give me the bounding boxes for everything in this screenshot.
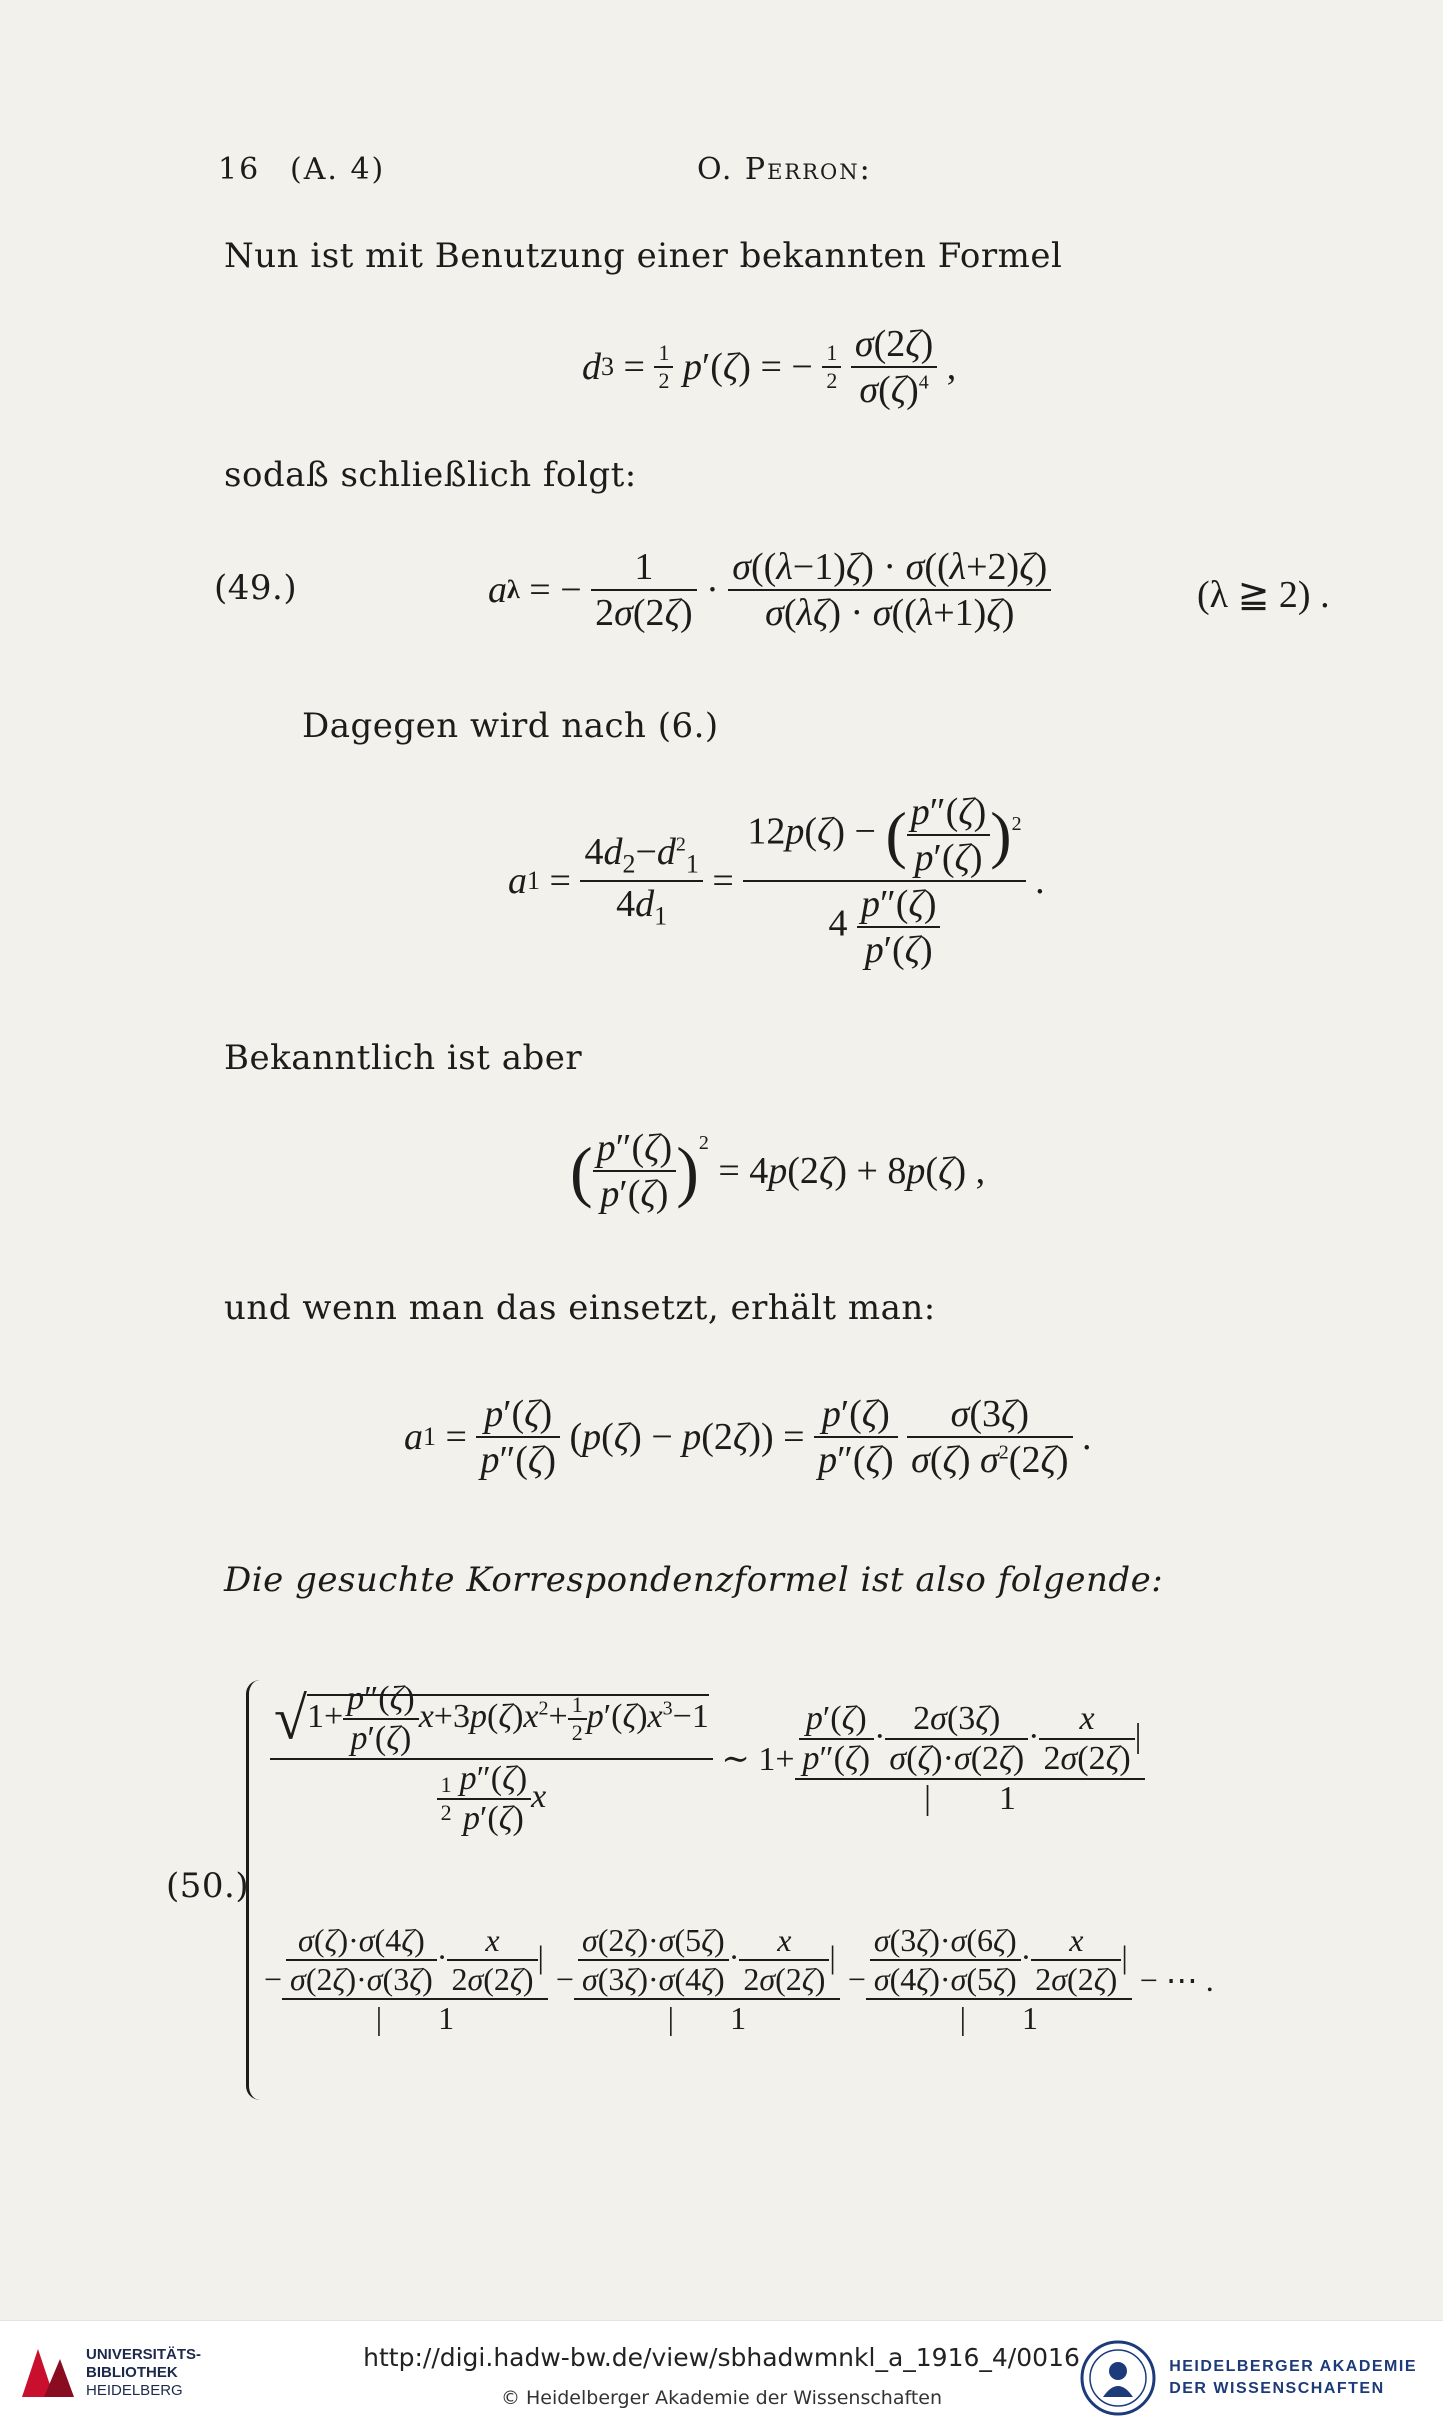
footer-bar xyxy=(0,2320,1443,2432)
paragraph-2: sodaß schließlich folgt: xyxy=(224,455,637,495)
equation-50-line-2: − $\frac{\sigma(\zeta)\cdot\sigma(4\zeta)}{\sigma(2\zeta)\cdot\sigma(3\zeta)}$ · $\frac{x}{2\sigma(2\zeta)}$ | | 1 − $\frac{\sigma(2\zeta)\cdot\sigma(5\zeta)}{\sigma(3\zeta)\cdot\sigma(4\zeta)}$ · $\frac{x}{2\sigma(2\zeta)}$ | | 1 − $\frac{\sigma(3\zeta)\cdot\sigma(6\zeta)}{\sigma(4\zeta)\cdot\sigma(5\zeta)}$ · $\frac{x}{2\sigma(2\zeta)}$ | | 1 − ⋯ . xyxy=(264,1922,1214,2036)
academy-logo-line-2: DER WISSENSCHAFTEN xyxy=(1169,2380,1385,2397)
academy-logo xyxy=(1079,2339,1417,2417)
equation-a1-first: a 1 = $\frac{4d_2-d^2_1}{4d_1}$ = 12p(ζ) − ( $\frac{p''(\zeta)}{p'(\zeta)}$ )$^2$ 4 $\frac{p''(\zeta)}{p'(\zeta)}$ . xyxy=(508,791,1045,971)
equation-a1-second: a 1 = $\frac{p'(\zeta)}{p''(\zeta)}$ ( p ( ζ ) − p (2 ζ )) = $\frac{p'(\zeta)}{p''(\zeta)}$ $\frac{\sigma(3\zeta)}{\sigma(\zeta) \sigma^2(2\zeta)}$ . xyxy=(404,1393,1092,1481)
equation-50-label: (50.) xyxy=(166,1866,250,1906)
equation-50-line-1: √1+ $\frac{p''(\zeta)}{p'(\zeta)}$ $x+3p(\zeta)x^2+$ $\frac{1}{2}$ $p'(\zeta)x^3-1$ $\frac{1}{2}$ $\frac{p''(\zeta)}{p'(\zeta)}$ x ∼ 1+ $\frac{p'(\zeta)}{p''(\zeta)}$ · $\frac{2\sigma(3\zeta)}{\sigma(\zeta)\cdot\sigma(2\zeta)}$ · $\frac{x}{2\sigma(2\zeta)}$ | | 1 xyxy=(270,1680,1145,1838)
paragraph-3: Dagegen wird nach (6.) xyxy=(302,706,719,746)
library-logo-line-1: UNIVERSITÄTS- xyxy=(86,2346,202,2363)
equation-49-label: (49.) xyxy=(214,568,298,608)
equation-49: a λ = − $\frac{1}{2\sigma(2\zeta)}$ · $\frac{\sigma((\lambda-1)\zeta) \cdot \sigma((\lambda+2)\zeta)}{\sigma(\lambda\zeta) \cdot \sigma((\lambda+1)\zeta)}$ xyxy=(488,545,1051,635)
library-logo-line-3: HEIDELBERG xyxy=(86,2382,183,2399)
copyright-notice: © Heidelberger Akademie der Wissenschaften xyxy=(500,2387,943,2409)
running-author: O. Perron: xyxy=(697,152,872,187)
permalink-url[interactable]: http://digi.hadw-bw.de/view/sbhadwmnkl_a_1916_4/0016 xyxy=(363,2343,1080,2372)
equation-49-condition: (λ ≧ 2) . xyxy=(1197,574,1330,616)
library-logo-line-2: BIBLIOTHEK xyxy=(86,2364,178,2381)
page-number: 16 xyxy=(218,152,261,187)
equation-50-brace xyxy=(246,1680,263,2100)
equation-d3: d 3 = $\frac{1}{2}$ p ′( ζ ) = − $\frac{1}{2}$ $\frac{\sigma(2\zeta)}{\sigma(\zeta)^4}$ , xyxy=(582,323,957,411)
paragraph-6: Die gesuchte Korrespondenzformel ist also folgende: xyxy=(224,1560,1164,1600)
paragraph-4: Bekanntlich ist aber xyxy=(224,1038,583,1078)
academy-seal-icon xyxy=(1079,2339,1157,2417)
paragraph-5: und wenn man das einsetzt, erhält man: xyxy=(224,1288,936,1328)
academy-logo-line-1: HEIDELBERGER AKADEMIE xyxy=(1169,2358,1417,2375)
equation-wp-identity: ( $\frac{p''(\zeta)}{p'(\zeta)}$ ) $^2$ = 4 p (2 ζ ) + 8 p ( ζ ) , xyxy=(570,1127,986,1215)
section-label: (A. 4) xyxy=(290,152,386,187)
paragraph-1: Nun ist mit Benutzung einer bekannten Formel xyxy=(224,236,1063,276)
